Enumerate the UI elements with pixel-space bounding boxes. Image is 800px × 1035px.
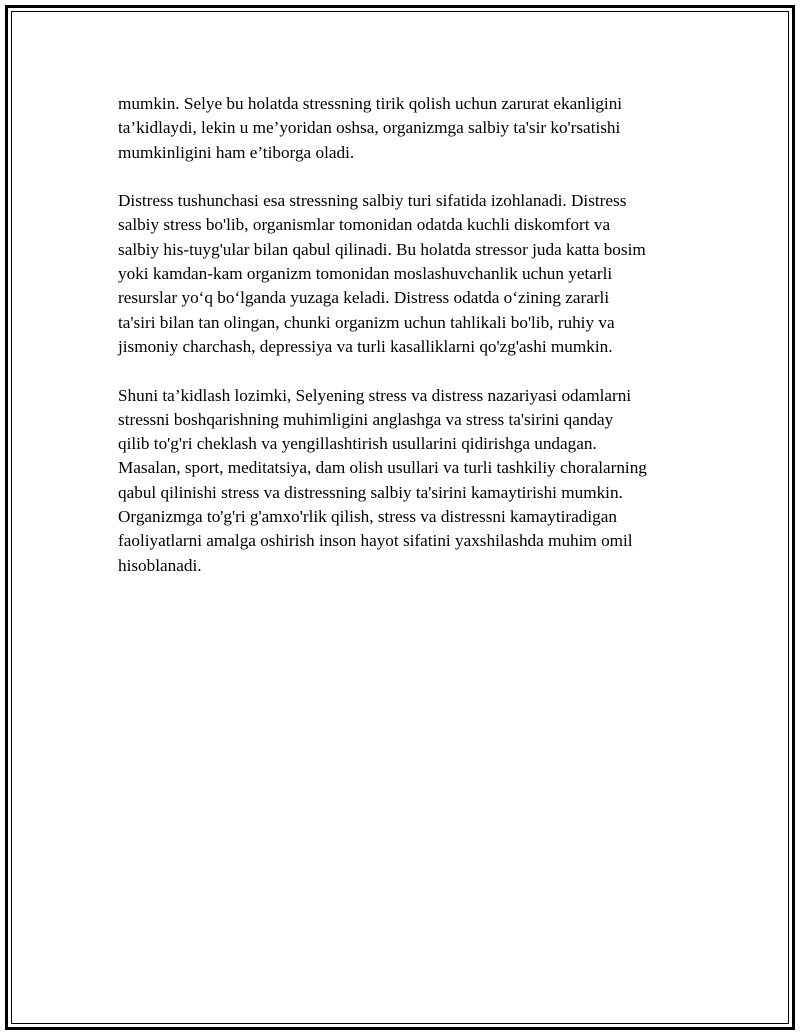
text-line: qilib to'g'ri cheklash va yengillashtirish usullarini qidirishga undagan. <box>118 434 597 454</box>
text-line: qabul qilinishi stress va distressning salbiy ta'sirini kamaytirishi mumkin. <box>118 482 623 502</box>
text-line: mumkinligini ham e’tiborga oladi. <box>118 142 355 162</box>
text-line: jismoniy charchash, depressiya va turli kasalliklarni qo'zg'ashi mumkin. <box>118 336 613 356</box>
text-line: Shuni ta’kidlash lozimki, Selyening stress va distress nazariyasi odamlarni <box>118 385 632 405</box>
paragraph-1 <box>118 92 698 165</box>
document-body <box>118 92 698 602</box>
text-line: ta’kidlaydi, lekin u me’yoridan oshsa, organizmga salbiy ta'sir ko'rsatishi <box>118 118 621 138</box>
text-line: stressni boshqarishning muhimligini anglashga va stress ta'sirini qanday <box>118 409 614 429</box>
text-line: ta'siri bilan tan olingan, chunki organizm uchun tahlikali bo'lib, ruhiy va <box>118 312 615 332</box>
paragraph-2 <box>118 189 698 359</box>
paragraph-3 <box>118 384 698 578</box>
text-line: salbiy his-tuyg'ular bilan qabul qilinadi. Bu holatda stressor juda katta bosim <box>118 239 646 259</box>
text-line: Organizmga to'g'ri g'amxo'rlik qilish, stress va distressni kamaytiradigan <box>118 507 617 527</box>
text-line: salbiy stress bo'lib, organismlar tomonidan odatda kuchli diskomfort va <box>118 215 611 235</box>
text-line: resurslar yo‘q bo‘lganda yuzaga keladi. Distress odatda o‘zining zararli <box>118 288 610 308</box>
text-line: faoliyatlarni amalga oshirish inson hayot sifatini yaxshilashda muhim omil <box>118 531 633 551</box>
text-line: yoki kamdan-kam organizm tomonidan moslashuvchanlik uchun yetarli <box>118 264 613 284</box>
text-line: hisoblanadi. <box>118 555 202 575</box>
text-line: Distress tushunchasi esa stressning salbiy turi sifatida izohlanadi. Distress <box>118 191 627 211</box>
text-line: Masalan, sport, meditatsiya, dam olish usullari va turli tashkiliy choralarning <box>118 458 647 478</box>
text-line: mumkin. Selye bu holatda stressning tirik qolish uchun zarurat ekanligini <box>118 94 623 113</box>
